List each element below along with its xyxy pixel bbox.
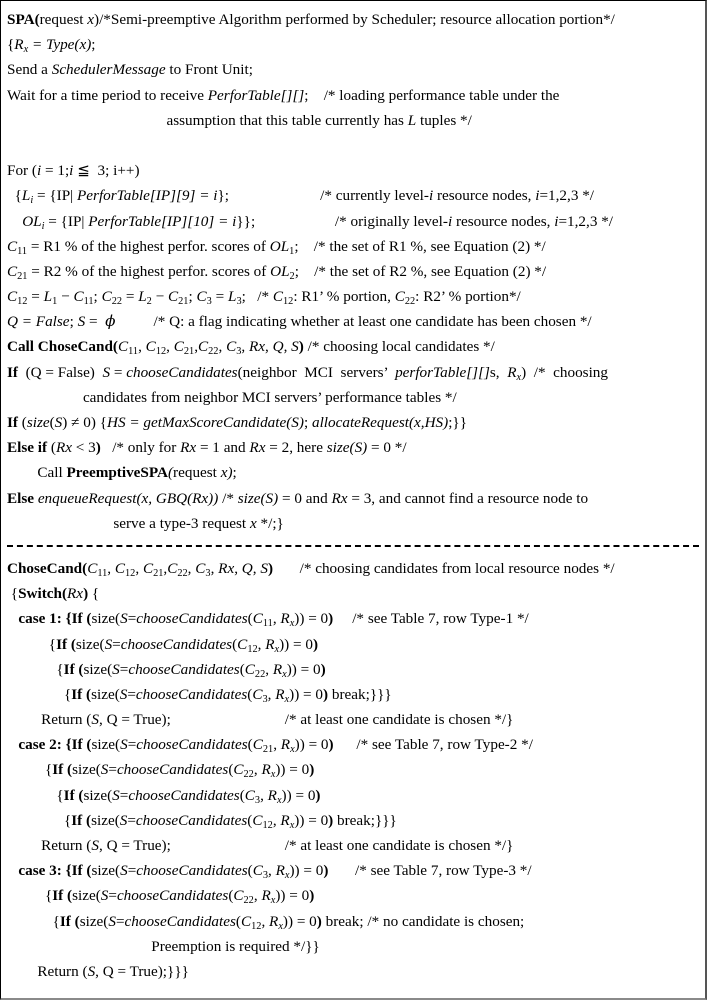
code-line-m3: case 1: {If ($size(S=chooseCandidates(C_{11}$, $R_x)) = 0$) /* see Table 7, row Type-1 */ <box>18 610 529 630</box>
algorithm-part-chosecand <box>7 556 700 984</box>
code-line-l9: $OL_i = \{IP|$ PerforTable[IP][10] = i}}; /* originally level-i resource nodes, i=1,2,3 */ <box>22 212 614 232</box>
algorithm-part-spa <box>7 7 700 536</box>
code-line-m16: Preemption is required */}} <box>7 937 320 955</box>
code-line-l5: assumption that this table currently has L tuples */ <box>7 111 472 129</box>
code-line-m11: {If ($size(S=chooseCandidates(C_{12}$, $R_x)) = 0$) break;}}} <box>7 811 397 831</box>
code-line-l3: Send a SchedulerMessage to Front Unit; <box>7 61 253 79</box>
code-line-l15: If (Q = False) S = chooseCandidates(neighbor MCI servers’ perforTable[][]s, $R_x$) /* choosing <box>7 363 608 383</box>
code-line-l19: Call PreemptiveSPA(request x); <box>7 464 237 482</box>
code-line-l1: SPA(request x)/*Semi-preemptive Algorithm performed by Scheduler; resource allocation portion*/ <box>7 11 615 28</box>
code-line-l18: Else if (Rx < 3) /* only for Rx = 1 and Rx = 2, here size(S) = 0 */ <box>7 439 407 457</box>
code-line-m15: {If ($size(S=chooseCandidates(C_{12}$, $R_x)) = 0$) break; /* no candidate is chosen; <box>7 912 525 932</box>
code-line-l10: $C_{11} = R1$ % of the highest perfor. scores of $OL_1$; /* the set of R1 %, see Equation (2) */ <box>7 237 546 257</box>
code-line-m6: {If ($size(S=chooseCandidates(C_3$, $R_x)) = 0$) break;}}} <box>7 685 392 705</box>
code-line-l7: For (i = 1;i ≦ 3; i++) <box>7 162 140 180</box>
code-line-l8: {$L_i = \{IP|$ PerforTable[IP][9] = i}; /* currently level-i resource nodes, i=1,2,3 */ <box>7 187 595 207</box>
code-line-l17: If (size(S) ≠ 0) {HS = getMaxScoreCandidate(S); allocateRequest(x,HS);}} <box>7 414 468 431</box>
code-line-m2: {Switch(Rx) { <box>7 585 100 603</box>
code-line-l2: {$R_x$ = Type(x); <box>7 36 96 56</box>
code-line-l16: candidates from neighbor MCI servers’ performance tables */ <box>7 388 457 406</box>
code-line-m5: {If ($size(S=chooseCandidates(C_{22}$, $R_x)) = 0$) <box>7 660 326 680</box>
code-line-m1: $ChoseCand(C_{11}$, $C_{12}$, $C_{21},C_{22}$, $C_3$, Rx, Q, S) /* choosing candidates from local resource nodes */ <box>7 559 615 579</box>
code-line-l21: serve a type-3 request x */;} <box>7 514 284 532</box>
code-line-m12: Return (S, Q = True); /* at least one candidate is chosen */} <box>7 837 514 854</box>
code-line-l4: Wait for a time period to receive PerforTable[][]; /* loading performance table under the <box>7 86 560 104</box>
code-line-m17: Return (S, Q = True);}}} <box>7 962 189 980</box>
code-line-m13: case 3: {If ($size(S=chooseCandidates(C_3$, $R_x)) = 0$) /* see Table 7, row Type-3 */ <box>18 862 532 882</box>
code-line-l20: Else enqueueRequest(x, GBQ(Rx)) /* size(S) = 0 and Rx = 3, and cannot find a resource node to <box>7 489 589 507</box>
code-line-l13: Q = False; S = ϕ /* Q: a flag indicating whether at least one candidate has been chosen */ <box>7 312 592 331</box>
dashed-rule <box>7 545 699 547</box>
code-line-m8: case 2: {If ($size(S=chooseCandidates(C_{21}$, $R_x)) = 0$) /* see Table 7, row Type-2 */ <box>18 736 533 756</box>
code-line-l12: $C_{12} = L_1 - C_{11}$; $C_{22} = L_2 - C_{21}$; $C_3 = L_3$; /* $C_{12}$: R1’ % portion, $C_{22}$: R2’ % portion*/ <box>7 288 521 307</box>
code-line-l6 <box>7 133 700 158</box>
code-line-l11: $C_{21} = R2$ % of the highest perfor. scores of $OL_2$; /* the set of R2 %, see Equation (2) */ <box>7 262 547 282</box>
code-line-l14: Call $ChoseCand(C_{11}$, $C_{12}$, $C_{21},C_{22}$, $C_3$, Rx, Q, S) /* choosing local candidates */ <box>7 338 495 358</box>
code-line-m4: {If ($size(S=chooseCandidates(C_{12}$, $R_x)) = 0$) <box>7 635 319 655</box>
section-separator <box>7 536 700 556</box>
code-line-m7: Return (S, Q = True); /* at least one candidate is chosen */} <box>7 711 514 729</box>
code-line-m9: {If ($size(S=chooseCandidates(C_{22}$, $R_x)) = 0$) <box>7 761 315 781</box>
code-line-m10: {If ($size(S=chooseCandidates(C_3$, $R_x)) = 0$) <box>7 786 321 806</box>
code-line-m14: {If ($size(S=chooseCandidates(C_{22}$, $R_x)) = 0$) <box>7 887 315 907</box>
